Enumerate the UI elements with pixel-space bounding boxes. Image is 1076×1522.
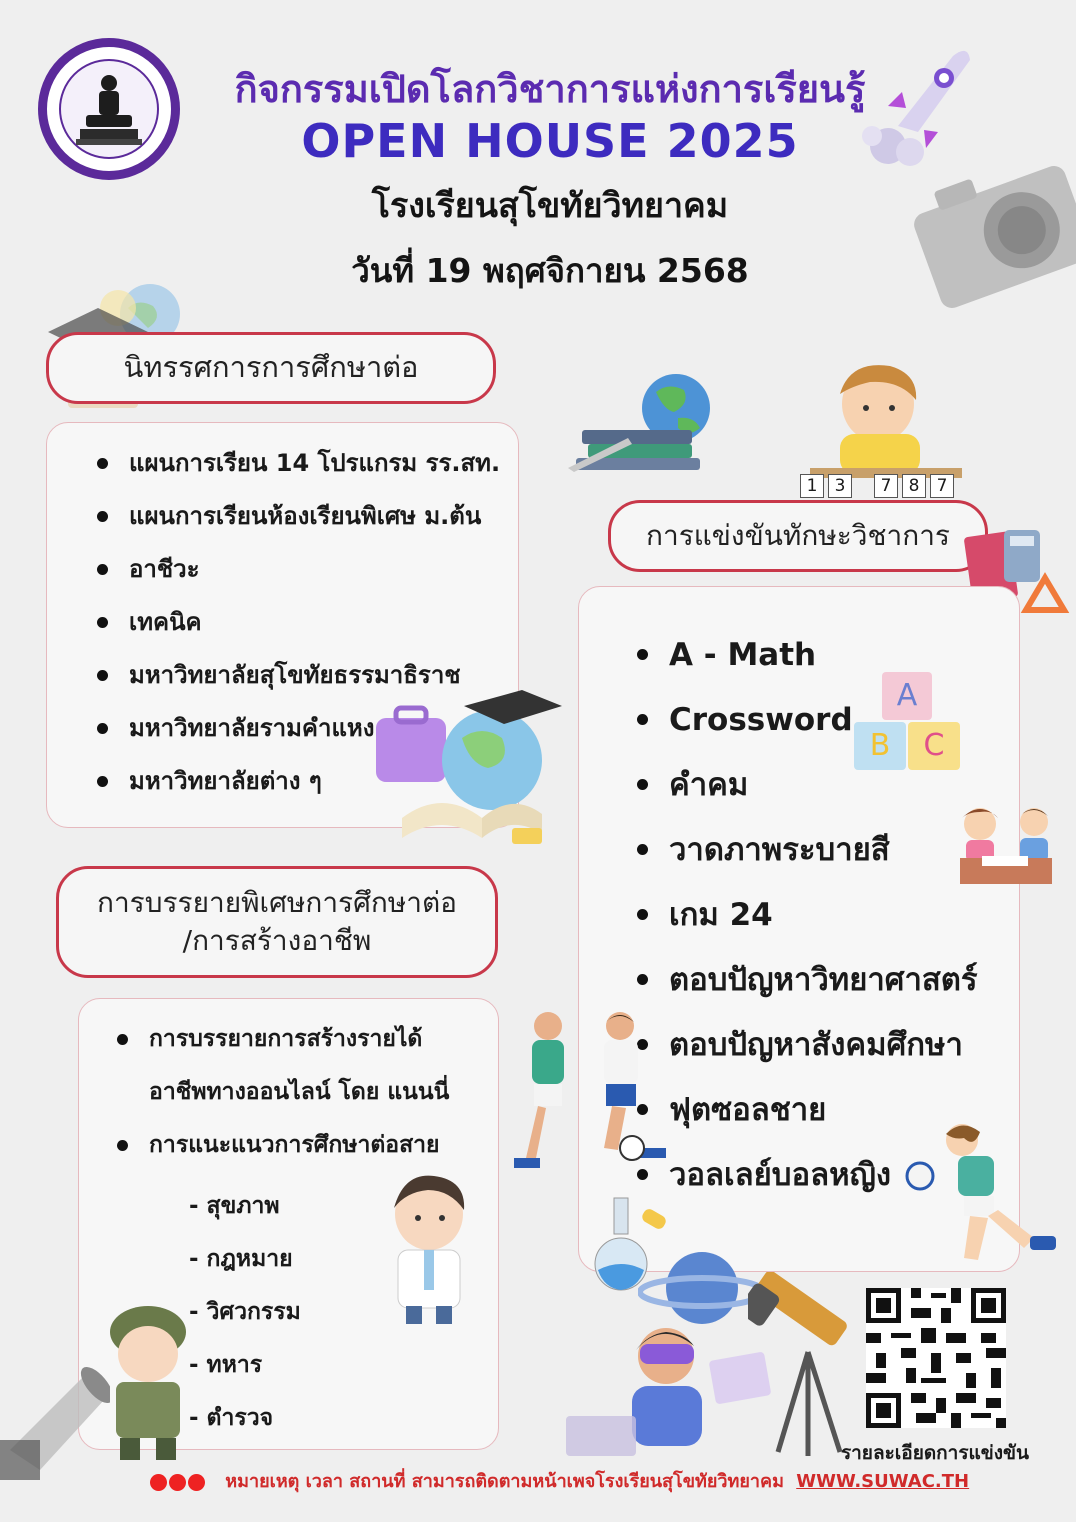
sublist-item: - ทหาร xyxy=(189,1352,263,1378)
list-item xyxy=(113,1013,498,1119)
qr-code-icon xyxy=(866,1288,1006,1428)
event-title-thai: กิจกรรมเปิดโลกวิชาการแห่งการเรียนรู้ xyxy=(234,67,866,111)
camera-icon xyxy=(910,140,1076,320)
sublist-item: - สุขภาพ xyxy=(189,1193,280,1219)
section-label-special-lecture xyxy=(56,866,498,978)
list-item: เกม 24 xyxy=(633,883,1019,948)
list-item: เทคนิค xyxy=(93,596,518,649)
website-link[interactable]: WWW.SUWAC.TH xyxy=(796,1471,970,1492)
books-globe-icon xyxy=(568,368,728,478)
section-label-line2: /การสร้างอาชีพ xyxy=(182,924,372,957)
doctor-icon xyxy=(384,1172,474,1328)
section-label-text: การแข่งขันทักษะวิชาการ xyxy=(646,519,950,553)
number-tile: 8 xyxy=(902,474,926,498)
school-logo xyxy=(38,38,180,180)
list-item: แผนการเรียนห้องเรียนพิเศษ ม.ต้น xyxy=(93,490,518,543)
number-tiles xyxy=(800,474,954,498)
number-tile: 1 xyxy=(800,474,824,498)
list-item: มหาวิทยาลัยต่าง ๆ xyxy=(93,755,518,808)
block-tile: B xyxy=(854,722,906,770)
kids-drawing-icon xyxy=(952,800,1056,890)
sublist-item: - วิศวกรรม xyxy=(189,1299,301,1325)
sublist-item: - กฎหมาย xyxy=(189,1246,293,1272)
list-item: ตอบปัญหาสังคมศึกษา xyxy=(633,1013,1019,1078)
list-item: วาดภาพระบายสี xyxy=(633,818,1019,883)
soccer-players-icon xyxy=(508,1008,684,1178)
section-label-text: นิทรรศการการศึกษาต่อ xyxy=(123,350,419,385)
flower-icon xyxy=(188,1474,205,1491)
qr-code-label: รายละเอียดการแข่งขัน xyxy=(840,1442,1030,1464)
list-item: มหาวิทยาลัยรามคำแหง xyxy=(93,702,518,755)
list-item: มหาวิทยาลัยสุโขทัยธรรมาธิราช xyxy=(93,649,518,702)
flower-icon xyxy=(150,1474,167,1491)
soldier-icon xyxy=(100,1302,196,1464)
logo-emblem xyxy=(59,59,159,159)
school-name: โรงเรียนสุโขทัยวิทยาคม xyxy=(371,186,729,226)
event-date: วันที่ 19 พฤศจิกายน 2568 xyxy=(351,251,749,290)
list-item-line: อาชีพทางออนไลน์ โดย แนนนี่ xyxy=(149,1079,450,1105)
graduation-cap-globe-icon xyxy=(372,688,568,854)
section-label-academic-competition xyxy=(608,500,988,572)
list-item: A - Math xyxy=(633,623,1019,688)
sublist-item: - ตำรวจ xyxy=(189,1405,274,1431)
list-item-line: การบรรยายการสร้างรายได้ xyxy=(149,1026,423,1052)
list-item: อาชีวะ xyxy=(93,543,518,596)
list-item: ตอบปัญหาวิทยาศาสตร์ xyxy=(633,948,1019,1013)
footer-note-text: หมายเหตุ เวลา สถานที่ สามารถติดตามหน้าเพจโรงเรียนสุโขทัยวิทยาคม xyxy=(225,1471,784,1492)
list-item: วอลเลย์บอลหญิง xyxy=(633,1143,1019,1208)
volleyball-player-icon xyxy=(904,1118,1064,1282)
special-lecture-list xyxy=(113,1013,498,1172)
qr-code[interactable] xyxy=(866,1288,1006,1428)
block-tile: A xyxy=(882,672,932,720)
flower-icon xyxy=(169,1474,186,1491)
vr-student-icon xyxy=(566,1316,776,1462)
list-item: คำคม xyxy=(633,753,1019,818)
event-title-english: OPEN HOUSE 2025 xyxy=(301,114,799,168)
list-item: ฟุตซอลชาย xyxy=(633,1078,1019,1143)
number-tile: 3 xyxy=(828,474,852,498)
section-label-education-exhibition xyxy=(46,332,496,404)
block-tile: C xyxy=(908,722,960,770)
list-item: แผนการเรียน 14 โปรแกรม รร.สท. xyxy=(93,437,518,490)
section-label-line1: การบรรยายพิเศษการศึกษาต่อ xyxy=(97,886,457,920)
list-item: Crossword xyxy=(633,688,1019,753)
abc-blocks-icon xyxy=(852,672,962,772)
number-tile: 7 xyxy=(874,474,898,498)
statue-icon xyxy=(74,71,144,147)
number-tile: 7 xyxy=(930,474,954,498)
footer-note xyxy=(150,1466,1050,1495)
list-item: การแนะแนวการศึกษาต่อสาย xyxy=(113,1119,498,1172)
megaphone-icon xyxy=(0,1330,110,1480)
